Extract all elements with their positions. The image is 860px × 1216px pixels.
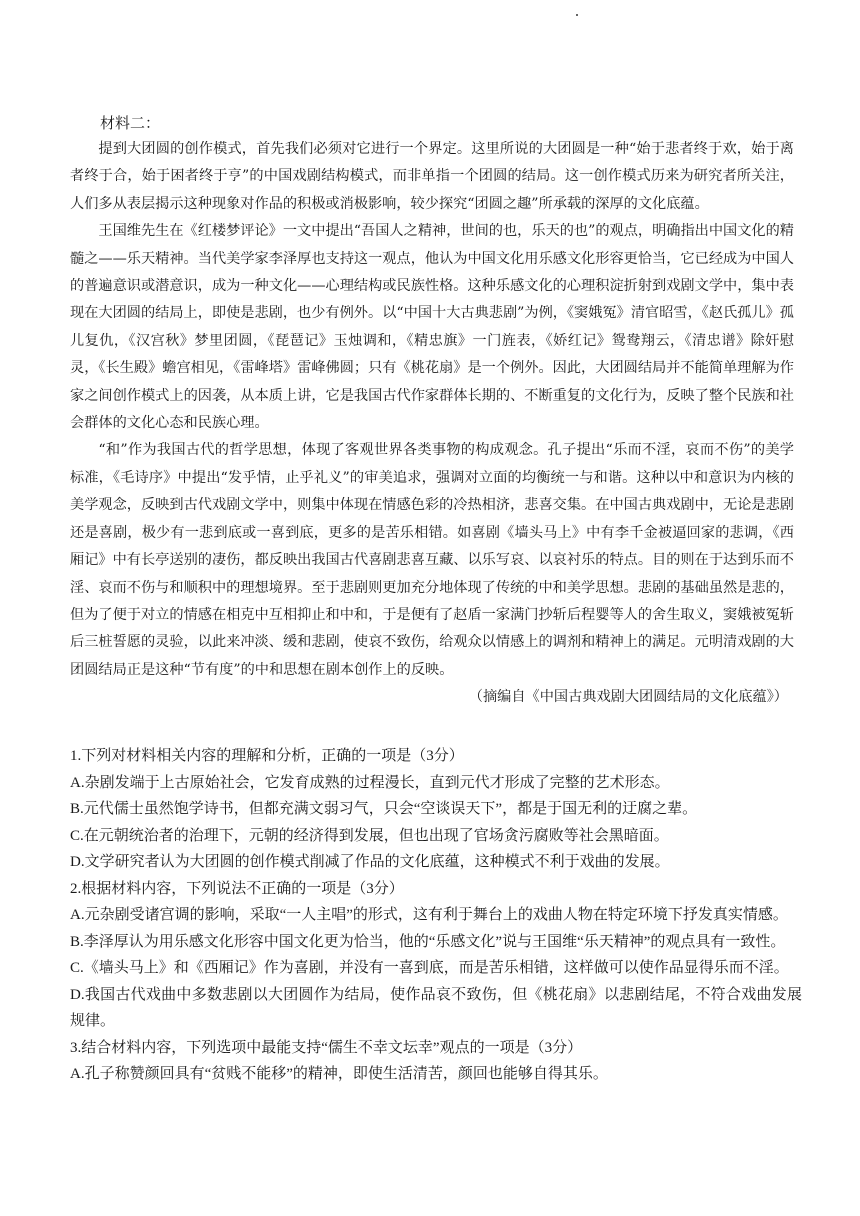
question-list <box>70 743 802 1088</box>
option-a: A.元杂剧受诸宫调的影响，采取“一人主唱”的形式，这有利于舞台上的戏曲人物在特定环境下抒发真实情感。 <box>70 907 788 923</box>
paragraph-1: 提到大团圆的创作模式，首先我们必须对它进行一个界定。这里所说的大团圆是一种“始于悲者终于欢，始于离者终于合，始于困者终于亨”的中国戏剧结构模式，而非单指一个团圆的结局。这一创作模式历来为研究者所关注，人们多从表层揭示这种现象对作品的积极或消极影响，较少探究“团圆之趣”所承载的深厚的文化底蕴。 <box>70 141 794 212</box>
paragraph-2: 王国维先生在《红楼梦评论》一文中提出“吾国人之精神，世间的也，乐天的也”的观点，明确指出中国文化的精髓之——乐天精神。当代美学家李泽厚也支持这一观点，他认为中国文化用乐感文化形容更恰当，它已经成为中国人的普遍意识或潜意识，成为一种文化——心理结构或民族性格。这种乐感文化的心理积淀折射到戏剧文学中，集中表现在大团圆的结局上，即使是悲剧，也少有例外。以“中国十大古典悲剧”为例，《窦娥冤》清官昭雪，《赵氏孤儿》孤儿复仇，《汉宫秋》梦里团圆，《琵琶记》玉烛调和，《精忠旗》一门旌表，《娇红记》鸳鸯翔云，《清忠谱》除奸慰灵，《长生殿》蟾宫相见，《雷峰塔》雷峰佛圆；只有《桃花扇》是一个例外。因此，大团圆结局并不能简单理解为作家之间创作模式上的因袭，从本质上讲，它是我国古代作家群体长期的、不断重复的文化行为，反映了整个民族和社会群体的文化心态和民族心理。 <box>70 223 794 432</box>
option-a: A.孔子称赞颜回具有“贫贱不能移”的精神，即使生活清苦，颜回也能够自得其乐。 <box>70 1066 608 1082</box>
option-c: C.《墙头马上》和《西厢记》作为喜剧，并没有一喜到底，而是苦乐相错，这样做可以使作品显得乐而不淫。 <box>70 960 789 976</box>
reading-material <box>70 110 794 711</box>
header-dot <box>576 14 578 16</box>
question-1 <box>70 743 802 876</box>
option-a: A.杂剧发端于上古原始社会，它发育成熟的过程漫长，直到元代才形成了完整的艺术形态。 <box>70 774 670 791</box>
option-b: B.元代儒士虽然饱学诗书，但都充满文弱习气，只会“空谈误天下”，都是于国无利的迂腐之辈。 <box>70 801 698 817</box>
option-d: D.我国古代戏曲中多数悲剧以大团圆作为结局，使作品哀不致伤，但《桃花扇》以悲剧结尾，不符合戏曲发展规律。 <box>70 986 802 1029</box>
question-3 <box>70 1035 802 1088</box>
paragraph-3: “和”作为我国古代的哲学思想，体现了客观世界各类事物的构成观念。孔子提出“乐而不淫，哀而不伤”的美学标准，《毛诗序》中提出“发乎情，止乎礼义”的审美追求，强调对立面的均衡统一与和谐。这种以中和意识为内核的美学观念，反映到古代戏剧文学中，则集中体现在情感色彩的冷热相济，悲喜交集。在中国古典戏剧中，无论是悲剧还是喜剧，极少有一悲到底或一喜到底，更多的是苦乐相错。如喜剧《墙头马上》中有李千金被逼回家的悲调，《西厢记》中有长亭送别的凄伤，都反映出我国古代喜剧悲喜互藏、以乐写哀、以哀衬乐的特点。目的则在于达到乐而不淫、哀而不伤与和顺积中的理想境界。至于悲剧则更加充分地体现了传统的中和美学思想。悲剧的基础虽然是悲的，但为了便于对立的情感在相克中互相抑止和中和，于是便有了赵盾一家满门抄斩后程婴等人的舍生取义，窦娥被冤斩后三桩誓愿的灵验，以此来冲淡、缓和悲剧，使哀不致伤，给观众以情感上的调剂和精神上的满足。元明清戏剧的大团圆结局正是这种“节有度”的中和思想在剧本创作上的反映。 <box>70 442 794 678</box>
section-heading: 材料二： <box>100 114 161 132</box>
option-c: C.在元朝统治者的治理下，元朝的经济得到发展，但也出现了官场贪污腐败等社会黑暗面。 <box>70 827 669 844</box>
question-2 <box>70 876 802 1035</box>
question-stem: 1.下列对材料相关内容的理解和分析，正确的一项是（3分） <box>70 748 464 764</box>
question-stem: 2.根据材料内容，下列说法不正确的一项是（3分） <box>70 880 404 897</box>
option-b: B.李泽厚认为用乐感文化形容中国文化更为恰当，他的“乐感文化”说与王国维“乐天精神”的观点具有一致性。 <box>70 933 786 950</box>
source-note: （摘编自《中国古典戏剧大团圆结局的文化底蕴》） <box>468 689 788 706</box>
question-stem: 3.结合材料内容，下列选项中最能支持“儒生不幸文坛幸”观点的一项是（3分） <box>70 1039 583 1056</box>
option-d: D.文学研究者认为大团圆的创作模式削减了作品的文化底蕴，这种模式不利于戏曲的发展。 <box>70 854 670 870</box>
